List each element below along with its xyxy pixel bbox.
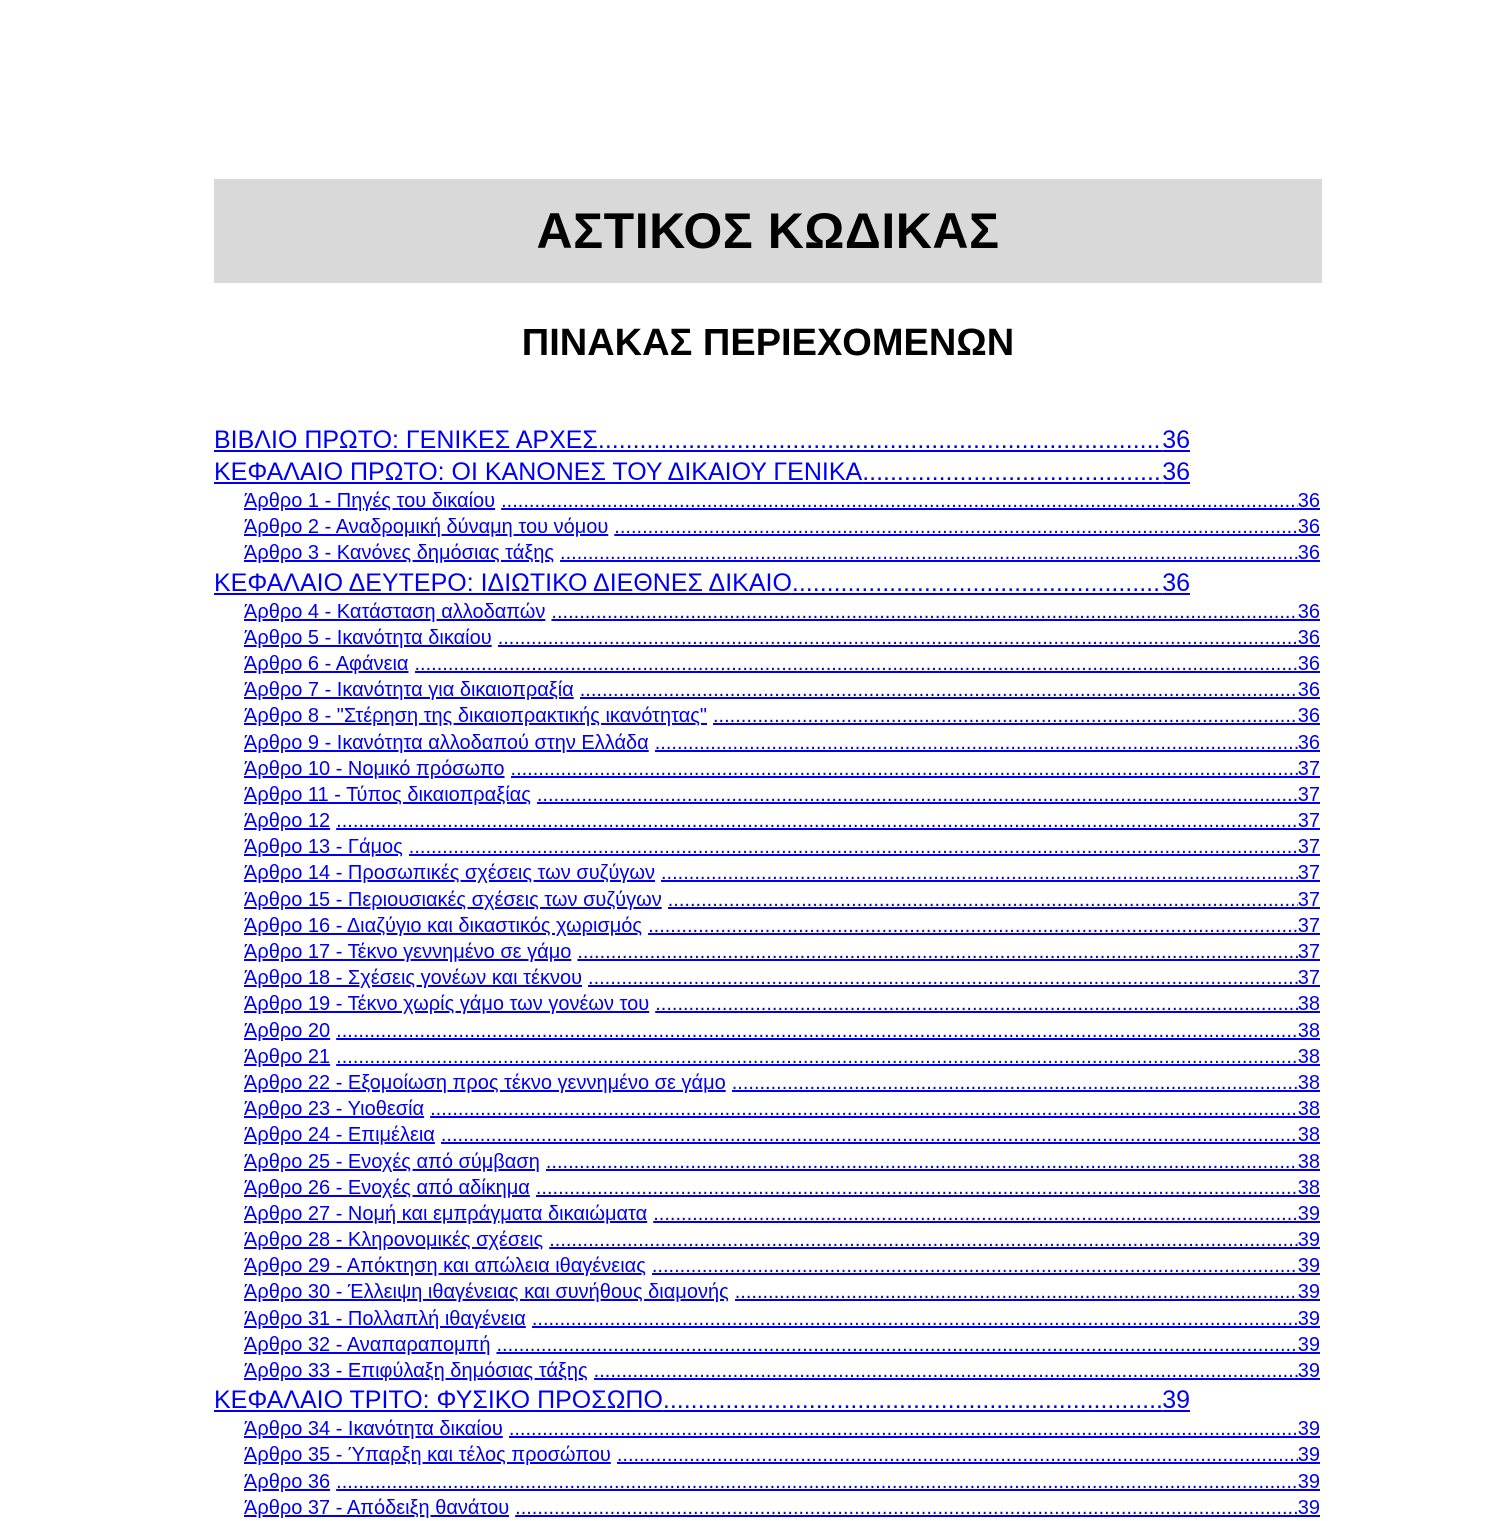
toc-article-entry xyxy=(244,991,1320,1017)
toc-article-entry xyxy=(244,599,1320,625)
toc-page-number: 39 xyxy=(1297,1307,1320,1330)
toc-link[interactable] xyxy=(244,939,1320,965)
toc-heading: ΠΙΝΑΚΑΣ ΠΕΡΙΕΧΟΜΕΝΩΝ xyxy=(521,322,1015,364)
toc-article-entry xyxy=(244,860,1320,886)
toc-entry-title: Άρθρο 10 - Νομικό πρόσωπο xyxy=(244,757,505,780)
toc-page-number: 37 xyxy=(1297,941,1320,963)
toc-entry-title: Άρθρο 34 - Ικανότητα δικαίου xyxy=(244,1418,503,1441)
toc-dot-leader xyxy=(598,424,1162,456)
toc-article-entry xyxy=(244,540,1320,566)
toc-dot-leader xyxy=(668,887,1298,913)
toc-dot-leader xyxy=(577,939,1297,965)
toc-link[interactable] xyxy=(244,1306,1320,1332)
toc-article-entry xyxy=(244,1201,1320,1227)
toc-page-number: 38 xyxy=(1297,1176,1320,1199)
toc-entry-title: Άρθρο 8 - "Στέρηση της δικαιοπρακτικής ικανότητας" xyxy=(244,705,707,728)
toc-dot-leader xyxy=(509,1416,1298,1442)
toc-entry-title: Άρθρο 18 - Σχέσεις γονέων και τέκνου xyxy=(244,967,583,990)
toc-dot-leader xyxy=(560,540,1298,566)
toc-page-number: 36 xyxy=(1297,679,1320,702)
toc-entry-title: ΚΕΦΑΛΑΙΟ ΤΡΙΤΟ: ΦΥΣΙΚΟ ΠΡΟΣΩΠΟ xyxy=(214,1386,663,1415)
toc-section-entry xyxy=(214,424,1190,456)
toc-entry-title: Άρθρο 23 - Υιοθεσία xyxy=(244,1098,425,1121)
toc-page-number: 38 xyxy=(1297,1098,1320,1121)
toc-entry-title: Άρθρο 36 xyxy=(244,1470,331,1493)
toc-article-entry xyxy=(244,782,1320,808)
toc-link[interactable] xyxy=(244,1358,1320,1384)
toc-page-number: 39 xyxy=(1297,1418,1320,1441)
toc-link[interactable] xyxy=(244,1495,1320,1521)
toc-page-number: 37 xyxy=(1297,914,1320,937)
toc-page-number: 36 xyxy=(1297,705,1320,728)
toc-page-number: 36 xyxy=(1162,426,1190,454)
toc-entry-title: Άρθρο 37 - Απόδειξη θανάτου xyxy=(244,1496,510,1519)
toc-dot-leader xyxy=(588,965,1298,991)
toc-dot-leader xyxy=(655,991,1298,1017)
toc-entry-title: Άρθρο 6 - Αφάνεια xyxy=(244,652,409,675)
toc-article-entry xyxy=(244,1279,1320,1305)
toc-dot-leader xyxy=(511,756,1298,782)
toc-page-number: 38 xyxy=(1297,1071,1320,1094)
toc-entry-title: Άρθρο 27 - Νομή και εμπράγματα δικαιώματα xyxy=(244,1202,648,1225)
toc-article-entry xyxy=(244,488,1320,514)
toc-link[interactable] xyxy=(244,540,1320,566)
toc-page-number: 37 xyxy=(1297,757,1320,780)
toc-entry-title: Άρθρο 5 - Ικανότητα δικαίου xyxy=(244,626,492,649)
toc-article-entry xyxy=(244,1358,1320,1384)
toc-entry-title: Άρθρο 28 - Κληρονομικές σχέσεις xyxy=(244,1229,544,1252)
toc-page-number: 37 xyxy=(1297,836,1320,859)
toc-section-entry xyxy=(214,456,1190,488)
toc-dot-leader xyxy=(336,1469,1298,1495)
toc-dot-leader xyxy=(336,1018,1298,1044)
toc-page-number: 37 xyxy=(1297,783,1320,806)
toc-entry-title: Άρθρο 21 xyxy=(244,1045,331,1068)
toc-entry-title: Άρθρο 2 - Αναδρομική δύναμη του νόμου xyxy=(244,516,609,539)
toc-dot-leader xyxy=(652,1253,1298,1279)
toc-link[interactable] xyxy=(244,599,1320,625)
toc-entry-title: Άρθρο 26 - Ενοχές από αδίκημα xyxy=(244,1176,530,1199)
toc-link[interactable] xyxy=(244,488,1320,514)
toc-dot-leader xyxy=(415,651,1298,677)
toc-article-entry xyxy=(244,514,1320,540)
toc-dot-leader xyxy=(549,1227,1298,1253)
toc-link[interactable] xyxy=(244,677,1320,703)
table-of-contents xyxy=(214,424,1322,1521)
toc-link[interactable] xyxy=(244,1227,1320,1253)
toc-dot-leader xyxy=(732,1070,1298,1096)
toc-article-entry xyxy=(244,913,1320,939)
toc-entry-title: Άρθρο 19 - Τέκνο χωρίς γάμο των γονέων του xyxy=(244,993,650,1016)
toc-page-number: 39 xyxy=(1162,1386,1190,1415)
toc-article-entry xyxy=(244,651,1320,677)
toc-article-entry xyxy=(244,1495,1320,1521)
toc-dot-leader xyxy=(661,860,1298,886)
toc-link[interactable] xyxy=(244,965,1320,991)
toc-entry-title: Άρθρο 30 - Έλλειψη ιθαγένειας και συνήθους διαμονής xyxy=(244,1281,729,1304)
toc-dot-leader xyxy=(336,1044,1298,1070)
toc-article-entry xyxy=(244,939,1320,965)
toc-link[interactable] xyxy=(214,1384,1190,1416)
toc-entry-title: Άρθρο 32 - Αναπαραπομπή xyxy=(244,1333,491,1356)
toc-article-entry xyxy=(244,1332,1320,1358)
toc-page-number: 39 xyxy=(1297,1360,1320,1382)
toc-article-entry xyxy=(244,1469,1320,1495)
toc-article-entry xyxy=(244,887,1320,913)
toc-article-entry xyxy=(244,756,1320,782)
toc-dot-leader xyxy=(515,1495,1298,1521)
toc-link[interactable] xyxy=(244,1442,1320,1468)
toc-link[interactable] xyxy=(244,834,1320,860)
toc-dot-leader xyxy=(862,456,1162,488)
toc-dot-leader xyxy=(536,1175,1298,1201)
toc-dot-leader xyxy=(551,599,1297,625)
toc-article-entry xyxy=(244,1227,1320,1253)
toc-article-entry xyxy=(244,808,1320,834)
toc-link[interactable] xyxy=(214,567,1190,599)
toc-page-number: 39 xyxy=(1297,1470,1320,1493)
toc-dot-leader xyxy=(735,1279,1298,1305)
toc-entry-title: Άρθρο 7 - Ικανότητα για δικαιοπραξία xyxy=(244,679,574,702)
toc-article-entry xyxy=(244,625,1320,651)
toc-link[interactable] xyxy=(244,1279,1320,1305)
toc-dot-leader xyxy=(655,730,1298,756)
toc-page-number: 39 xyxy=(1297,1229,1320,1252)
toc-entry-title: Άρθρο 29 - Απόκτηση και απώλεια ιθαγένειας xyxy=(244,1255,646,1278)
toc-link[interactable] xyxy=(244,703,1320,729)
toc-dot-leader xyxy=(498,625,1298,651)
document-title: ΑΣΤΙΚΟΣ ΚΩΔΙΚΑΣ xyxy=(536,203,1000,259)
toc-link[interactable] xyxy=(244,730,1320,756)
toc-article-entry xyxy=(244,1070,1320,1096)
toc-entry-title: Άρθρο 24 - Επιμέλεια xyxy=(244,1124,435,1147)
toc-article-entry xyxy=(244,1442,1320,1468)
toc-article-entry xyxy=(244,1044,1320,1070)
toc-link[interactable] xyxy=(244,651,1320,677)
toc-entry-title: Άρθρο 16 - Διαζύγιο και δικαστικός χωρισμός xyxy=(244,914,643,937)
toc-article-entry xyxy=(244,1018,1320,1044)
document-title-banner xyxy=(214,179,1322,283)
toc-link[interactable] xyxy=(244,1175,1320,1201)
toc-link[interactable] xyxy=(244,1469,1320,1495)
toc-entry-title: Άρθρο 1 - Πηγές του δικαίου xyxy=(244,490,496,512)
toc-entry-title: Άρθρο 25 - Ενοχές από σύμβαση xyxy=(244,1150,540,1173)
toc-page-number: 36 xyxy=(1297,626,1320,649)
toc-link[interactable] xyxy=(244,1122,1320,1148)
toc-link[interactable] xyxy=(244,913,1320,939)
toc-dot-leader xyxy=(580,677,1298,703)
toc-page-number: 36 xyxy=(1297,600,1320,623)
toc-dot-leader xyxy=(409,834,1298,860)
toc-link[interactable] xyxy=(244,514,1320,540)
toc-entry-title: Άρθρο 35 - Ύπαρξη και τέλος προσώπου xyxy=(244,1444,611,1467)
toc-link[interactable] xyxy=(244,625,1320,651)
toc-dot-leader xyxy=(663,1384,1162,1416)
toc-dot-leader xyxy=(496,1332,1297,1358)
toc-entry-title: Άρθρο 14 - Προσωπικές σχέσεις των συζύγων xyxy=(244,862,655,885)
toc-entry-title: Άρθρο 31 - Πολλαπλή ιθαγένεια xyxy=(244,1307,526,1330)
toc-article-entry xyxy=(244,834,1320,860)
toc-dot-leader xyxy=(713,703,1298,729)
toc-link[interactable] xyxy=(244,860,1320,886)
toc-entry-title: Άρθρο 17 - Τέκνο γεννημένο σε γάμο xyxy=(244,941,572,963)
toc-dot-leader xyxy=(792,567,1162,599)
toc-page-number: 36 xyxy=(1162,458,1190,486)
toc-page-number: 36 xyxy=(1162,568,1190,597)
toc-link[interactable] xyxy=(244,1253,1320,1279)
toc-entry-title: Άρθρο 15 - Περιουσιακές σχέσεις των συζύγων xyxy=(244,888,662,911)
toc-link[interactable] xyxy=(244,1332,1320,1358)
toc-dot-leader xyxy=(653,1201,1298,1227)
toc-page-number: 37 xyxy=(1297,862,1320,885)
toc-article-entry xyxy=(244,1175,1320,1201)
toc-dot-leader xyxy=(537,782,1298,808)
toc-entry-title: Άρθρο 20 xyxy=(244,1019,331,1042)
toc-page-number: 36 xyxy=(1297,652,1320,675)
toc-link[interactable] xyxy=(244,1416,1320,1442)
toc-dot-leader xyxy=(501,488,1298,514)
toc-dot-leader xyxy=(617,1442,1298,1468)
toc-link[interactable] xyxy=(244,808,1320,834)
toc-article-entry xyxy=(244,1096,1320,1122)
toc-link[interactable] xyxy=(244,782,1320,808)
toc-entry-title: ΚΕΦΑΛΑΙΟ ΠΡΩΤΟ: ΟΙ ΚΑΝΟΝΕΣ ΤΟΥ ΔΙΚΑΙΟΥ ΓΕΝΙΚΑ xyxy=(214,458,863,486)
toc-dot-leader xyxy=(441,1122,1298,1148)
toc-dot-leader xyxy=(532,1306,1298,1332)
toc-page-number: 36 xyxy=(1297,542,1320,565)
toc-link[interactable] xyxy=(244,1018,1320,1044)
toc-article-entry xyxy=(244,965,1320,991)
toc-link[interactable] xyxy=(244,756,1320,782)
toc-entry-title: Άρθρο 12 xyxy=(244,810,331,833)
toc-link[interactable] xyxy=(244,1096,1320,1122)
toc-dot-leader xyxy=(614,514,1297,540)
toc-entry-title: Άρθρο 22 - Εξομοίωση προς τέκνο γεννημένο σε γάμο xyxy=(244,1071,726,1094)
toc-page-number: 36 xyxy=(1297,731,1320,754)
toc-link[interactable] xyxy=(214,456,1190,488)
toc-page-number: 37 xyxy=(1297,810,1320,833)
toc-link[interactable] xyxy=(214,424,1190,456)
toc-article-entry xyxy=(244,1149,1320,1175)
toc-entry-title: Άρθρο 9 - Ικανότητα αλλοδαπού στην Ελλάδα xyxy=(244,731,649,754)
toc-section-entry xyxy=(214,567,1190,599)
toc-entry-title: Άρθρο 11 - Τύπος δικαιοπραξίας xyxy=(244,783,531,806)
toc-page-number: 38 xyxy=(1297,1124,1320,1147)
toc-dot-leader xyxy=(648,913,1298,939)
toc-article-entry xyxy=(244,1306,1320,1332)
toc-article-entry xyxy=(244,1122,1320,1148)
toc-entry-title: Άρθρο 4 - Κατάσταση αλλοδαπών xyxy=(244,600,546,623)
toc-entry-title: ΒΙΒΛΙΟ ΠΡΩΤΟ: ΓΕΝΙΚΕΣ ΑΡΧΕΣ xyxy=(214,426,598,454)
toc-page-number: 36 xyxy=(1297,490,1320,512)
toc-link[interactable] xyxy=(244,1044,1320,1070)
toc-entry-title: Άρθρο 13 - Γάμος xyxy=(244,836,403,859)
toc-section-entry xyxy=(214,1384,1190,1416)
toc-link[interactable] xyxy=(244,887,1320,913)
toc-page-number: 37 xyxy=(1297,888,1320,911)
toc-article-entry xyxy=(244,730,1320,756)
toc-dot-leader xyxy=(430,1096,1298,1122)
toc-page-number: 39 xyxy=(1297,1496,1320,1519)
toc-page-number: 39 xyxy=(1297,1255,1320,1278)
toc-page-number: 38 xyxy=(1297,993,1320,1016)
toc-dot-leader xyxy=(546,1149,1298,1175)
toc-entry-title: ΚΕΦΑΛΑΙΟ ΔΕΥΤΕΡΟ: ΙΔΙΩΤΙΚΟ ΔΙΕΘΝΕΣ ΔΙΚΑΙΟ xyxy=(214,568,792,597)
toc-article-entry xyxy=(244,1253,1320,1279)
toc-dot-leader xyxy=(594,1358,1298,1384)
toc-page-number: 38 xyxy=(1297,1150,1320,1173)
toc-page-number: 39 xyxy=(1297,1281,1320,1304)
toc-article-entry xyxy=(244,677,1320,703)
toc-page-number: 36 xyxy=(1297,516,1320,539)
toc-article-entry xyxy=(244,703,1320,729)
toc-page-number: 38 xyxy=(1297,1045,1320,1068)
toc-page-number: 39 xyxy=(1297,1202,1320,1225)
toc-article-entry xyxy=(244,1416,1320,1442)
toc-link[interactable] xyxy=(244,991,1320,1017)
toc-entry-title: Άρθρο 33 - Επιφύλαξη δημόσιας τάξης xyxy=(244,1360,588,1382)
toc-link[interactable] xyxy=(244,1201,1320,1227)
toc-entry-title: Άρθρο 3 - Κανόνες δημόσιας τάξης xyxy=(244,542,555,565)
toc-page-number: 38 xyxy=(1297,1019,1320,1042)
toc-dot-leader xyxy=(336,808,1298,834)
toc-page-number: 39 xyxy=(1297,1333,1320,1356)
toc-link[interactable] xyxy=(244,1070,1320,1096)
toc-link[interactable] xyxy=(244,1149,1320,1175)
toc-page-number: 39 xyxy=(1297,1444,1320,1467)
toc-page-number: 37 xyxy=(1297,967,1320,990)
